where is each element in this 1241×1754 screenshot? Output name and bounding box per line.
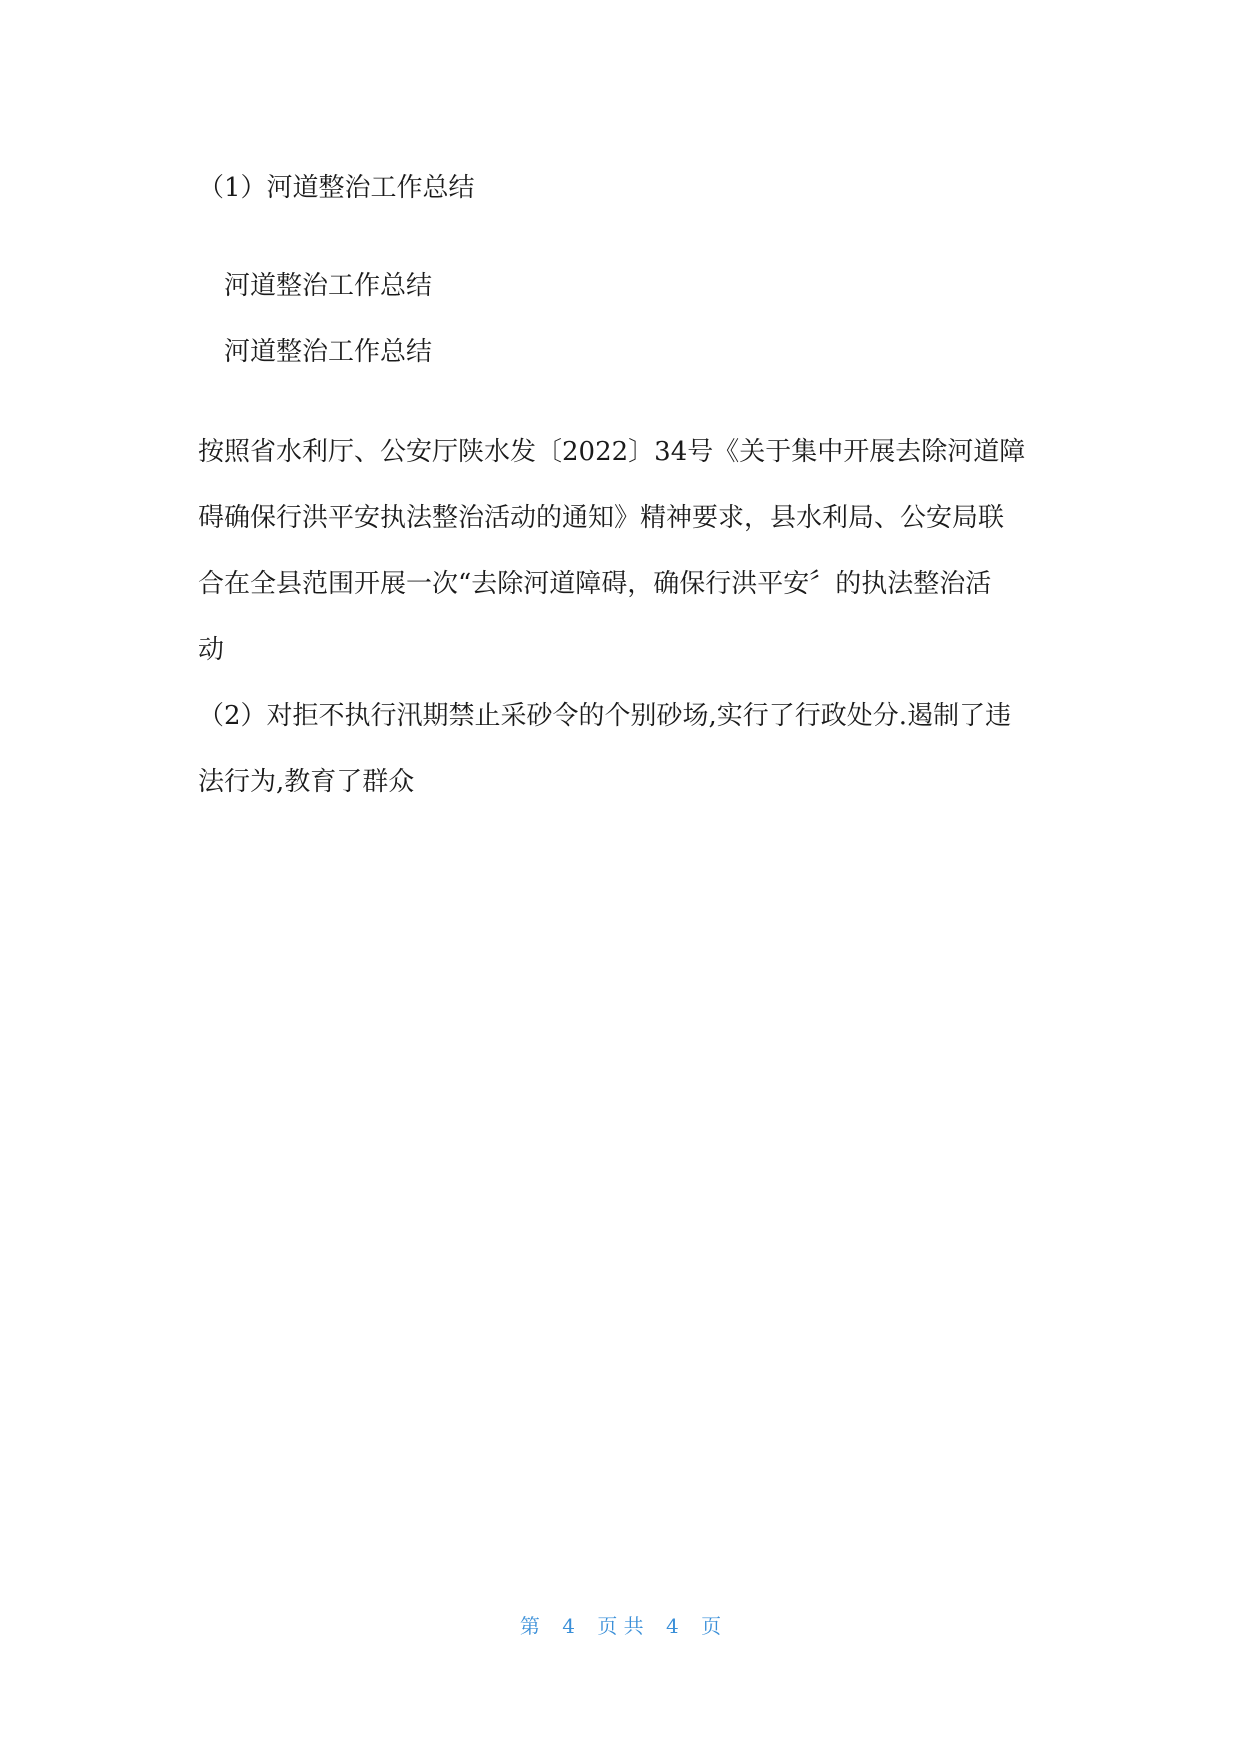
section-heading: （1）河道整治工作总结 (198, 173, 475, 203)
paragraph-line: 法行为,教育了群众 (198, 767, 415, 797)
paragraph-line: （2）对拒不执行汛期禁止采砂令的个别砂场,实行了行政处分.遏制了违 (198, 701, 1012, 731)
page-label-suffix: 页 (701, 1614, 722, 1638)
current-page-number: 4 (562, 1614, 575, 1638)
paragraph-line: 碍确保行洪平安执法整治活动的通知》精神要求，县水利局、公安局联 (198, 503, 1005, 533)
page-label-mid: 页 共 (597, 1614, 644, 1638)
subtitle-line-1: 河道整治工作总结 (224, 271, 433, 301)
paragraph-line: 动 (198, 635, 225, 665)
page-label-prefix: 第 (519, 1614, 540, 1638)
paragraph-line: 按照省水利厅、公安厅陕水发〔2022〕34号《关于集中开展去除河道障 (198, 437, 1026, 467)
paragraph-line: 合在全县范围开展一次“去除河道障碍，确保行洪平安〞的执法整治活 (198, 569, 992, 599)
subtitle-line-2: 河道整治工作总结 (224, 337, 433, 367)
total-pages-number: 4 (666, 1614, 679, 1638)
page-number-footer (0, 1612, 1241, 1640)
